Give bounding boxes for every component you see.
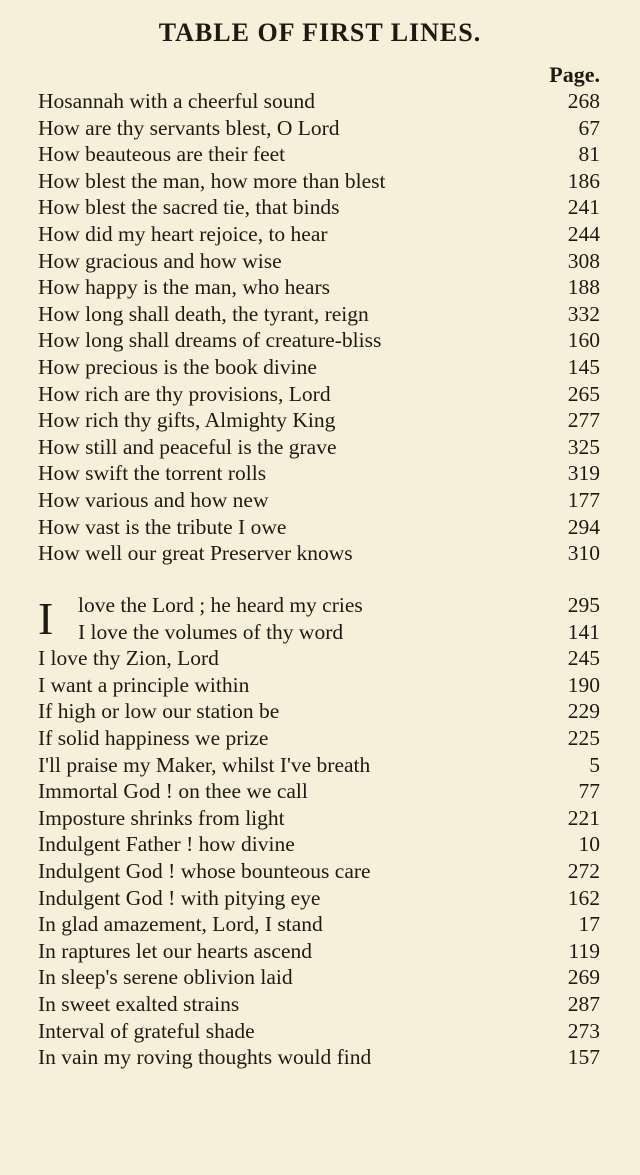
page-number: 160 xyxy=(567,328,600,353)
first-line-text: How are thy servants blest, O Lord xyxy=(38,115,340,140)
list-item xyxy=(38,885,604,912)
first-line-text: How long shall dreams of creature-bliss xyxy=(38,328,382,353)
page-number: 287 xyxy=(567,991,600,1016)
list-item xyxy=(38,858,604,885)
list-item xyxy=(38,938,604,965)
page-number: 188 xyxy=(567,275,600,300)
list-item xyxy=(38,327,604,354)
list-item xyxy=(38,645,604,672)
first-line-text: I love the volumes of thy word xyxy=(78,619,344,644)
first-line-text: How swift the torrent rolls xyxy=(38,461,267,486)
first-line-text: In glad amazement, Lord, I stand xyxy=(38,912,323,937)
page-number: 145 xyxy=(567,354,600,379)
page-number: 77 xyxy=(578,779,600,804)
first-line-text: How beauteous are their feet xyxy=(38,142,286,167)
first-line-text: In vain my roving thoughts would find xyxy=(38,1045,372,1070)
page-number: 294 xyxy=(567,514,600,539)
list-item xyxy=(38,831,604,858)
first-line-text: If high or low our station be xyxy=(38,699,280,724)
page-number: 17 xyxy=(578,912,600,937)
first-line-text: If solid happiness we prize xyxy=(38,725,269,750)
list-item xyxy=(38,514,604,541)
page-number: 244 xyxy=(567,221,600,246)
list-item xyxy=(38,672,604,699)
drop-cap: I xyxy=(38,593,54,644)
first-line-text: I love thy Zion, Lord xyxy=(38,646,219,671)
first-line-text: love the Lord ; he heard my cries xyxy=(78,593,363,617)
first-line-text: How well our great Preserver knows xyxy=(38,541,353,566)
page-number: 10 xyxy=(578,832,600,857)
first-line-text: How long shall death, the tyrant, reign xyxy=(38,301,369,326)
list-item xyxy=(38,274,604,301)
page-number: 177 xyxy=(567,487,600,512)
list-item xyxy=(38,964,604,991)
first-line-text: How blest the man, how more than blest xyxy=(38,168,386,193)
first-line-text: Indulgent God ! whose bounteous care xyxy=(38,858,371,883)
page-number: 265 xyxy=(567,381,600,406)
list-item xyxy=(38,778,604,805)
page-number: 225 xyxy=(567,725,600,750)
first-line-text: I'll praise my Maker, whilst I've breath xyxy=(38,752,371,777)
page-number: 245 xyxy=(567,646,600,671)
first-line-text: How did my heart rejoice, to hear xyxy=(38,221,328,246)
list-item xyxy=(38,698,604,725)
list-item xyxy=(38,301,604,328)
list-item xyxy=(38,407,604,434)
page-number: 332 xyxy=(567,301,600,326)
list-item xyxy=(38,1044,604,1071)
list-item xyxy=(38,221,604,248)
page-number: 273 xyxy=(567,1018,600,1043)
first-line-text: How vast is the tribute I owe xyxy=(38,514,287,539)
page-number: 81 xyxy=(578,142,600,167)
list-item xyxy=(38,194,604,221)
page-number: 269 xyxy=(567,965,600,990)
page-number: 119 xyxy=(568,938,600,963)
first-line-text: Indulgent God ! with pitying eye xyxy=(38,885,321,910)
first-lines-list-h xyxy=(38,88,604,567)
first-line-text: How precious is the book divine xyxy=(38,354,317,379)
page-number: 268 xyxy=(567,89,600,113)
list-item xyxy=(38,168,604,195)
first-line-text: How various and how new xyxy=(38,487,269,512)
page-number: 310 xyxy=(567,541,600,566)
list-item xyxy=(38,354,604,381)
first-line-text: How rich are thy provisions, Lord xyxy=(38,381,331,406)
list-item xyxy=(38,248,604,275)
first-line-text: Interval of grateful shade xyxy=(38,1018,255,1043)
page-number: 162 xyxy=(567,885,600,910)
list-item xyxy=(38,752,604,779)
list-item xyxy=(38,1018,604,1045)
first-line-text: How still and peaceful is the grave xyxy=(38,434,337,459)
first-line-text: In sleep's serene oblivion laid xyxy=(38,965,293,990)
page-number: 141 xyxy=(567,619,600,644)
list-item xyxy=(38,592,604,619)
list-item xyxy=(38,381,604,408)
first-line-text: How gracious and how wise xyxy=(38,248,282,273)
page-column-header: Page. xyxy=(549,62,600,87)
first-line-text: Hosannah with a cheerful sound xyxy=(38,89,316,113)
first-line-text: Imposture shrinks from light xyxy=(38,805,285,830)
page-number: 272 xyxy=(567,858,600,883)
page-number: 277 xyxy=(567,408,600,433)
list-item xyxy=(38,540,604,567)
page-number: 295 xyxy=(567,593,600,617)
page-number: 241 xyxy=(567,195,600,220)
list-item xyxy=(38,911,604,938)
page-number: 229 xyxy=(567,699,600,724)
page-number: 221 xyxy=(567,805,600,830)
first-lines-list-i xyxy=(38,592,604,1071)
page-number: 190 xyxy=(567,672,600,697)
page-number: 5 xyxy=(589,752,600,777)
first-line-text: How happy is the man, who hears xyxy=(38,275,330,300)
first-line-text: How rich thy gifts, Almighty King xyxy=(38,408,336,433)
list-item xyxy=(38,991,604,1018)
list-item xyxy=(38,141,604,168)
first-line-text: In sweet exalted strains xyxy=(38,991,240,1016)
list-item xyxy=(38,88,604,115)
list-item xyxy=(38,725,604,752)
list-item xyxy=(38,805,604,832)
page-number: 319 xyxy=(567,461,600,486)
first-line-text: Indulgent Father ! how divine xyxy=(38,832,295,857)
first-line-text: Immortal God ! on thee we call xyxy=(38,779,308,804)
page-title: TABLE OF FIRST LINES. xyxy=(158,18,482,47)
list-item xyxy=(38,487,604,514)
page-number: 308 xyxy=(567,248,600,273)
first-line-text: I want a principle within xyxy=(38,672,250,697)
list-item xyxy=(38,115,604,142)
first-line-text: In raptures let our hearts ascend xyxy=(38,938,313,963)
page-number: 67 xyxy=(578,115,600,140)
first-line-text: How blest the sacred tie, that binds xyxy=(38,195,340,220)
list-item xyxy=(38,434,604,461)
page-number: 325 xyxy=(567,434,600,459)
list-item xyxy=(38,460,604,487)
list-item xyxy=(38,619,604,646)
page-number: 186 xyxy=(567,168,600,193)
page-number: 157 xyxy=(567,1045,600,1070)
